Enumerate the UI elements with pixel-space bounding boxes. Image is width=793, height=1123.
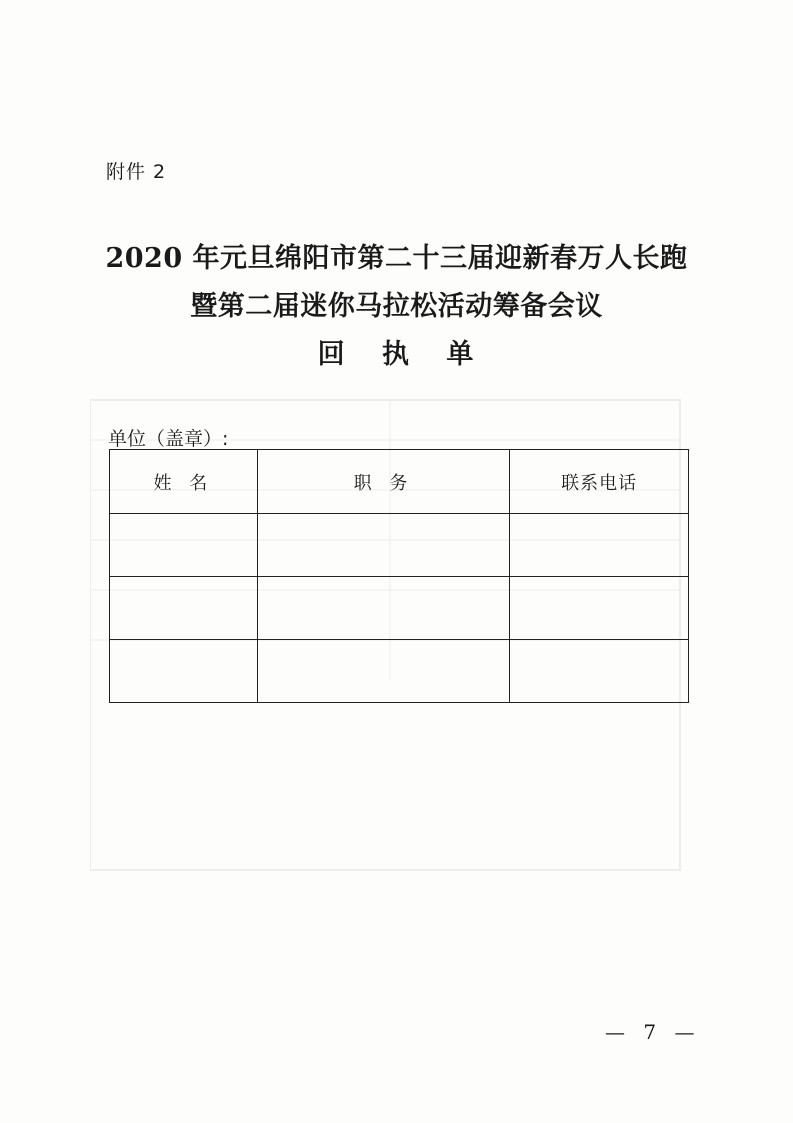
header-position: 职 务: [257, 450, 510, 514]
cell-name[interactable]: [110, 577, 258, 640]
unit-seal-label: 单位（盖章）:: [108, 428, 229, 450]
cell-name[interactable]: [110, 640, 258, 703]
cell-position[interactable]: [257, 640, 510, 703]
cell-position[interactable]: [257, 514, 510, 577]
table-row: [110, 640, 689, 703]
document-title-line-3: 回 执 单: [317, 339, 488, 370]
annex-label: 附件 2: [106, 161, 167, 183]
cell-position[interactable]: [257, 577, 510, 640]
header-name: 姓 名: [110, 450, 258, 514]
table-header-row: [110, 450, 689, 514]
page-number: — 7 —: [605, 1020, 701, 1044]
receipt-table: [109, 449, 689, 703]
document-title-line-1: 2020 年元旦绵阳市第二十三届迎新春万人长跑: [105, 243, 688, 274]
table-row: [110, 514, 689, 577]
cell-name[interactable]: [110, 514, 258, 577]
table-row: [110, 577, 689, 640]
document-title-line-2: 暨第二届迷你马拉松活动筹备会议: [190, 291, 603, 322]
header-phone: 联系电话: [510, 450, 689, 514]
cell-phone[interactable]: [510, 577, 689, 640]
cell-phone[interactable]: [510, 640, 689, 703]
cell-phone[interactable]: [510, 514, 689, 577]
